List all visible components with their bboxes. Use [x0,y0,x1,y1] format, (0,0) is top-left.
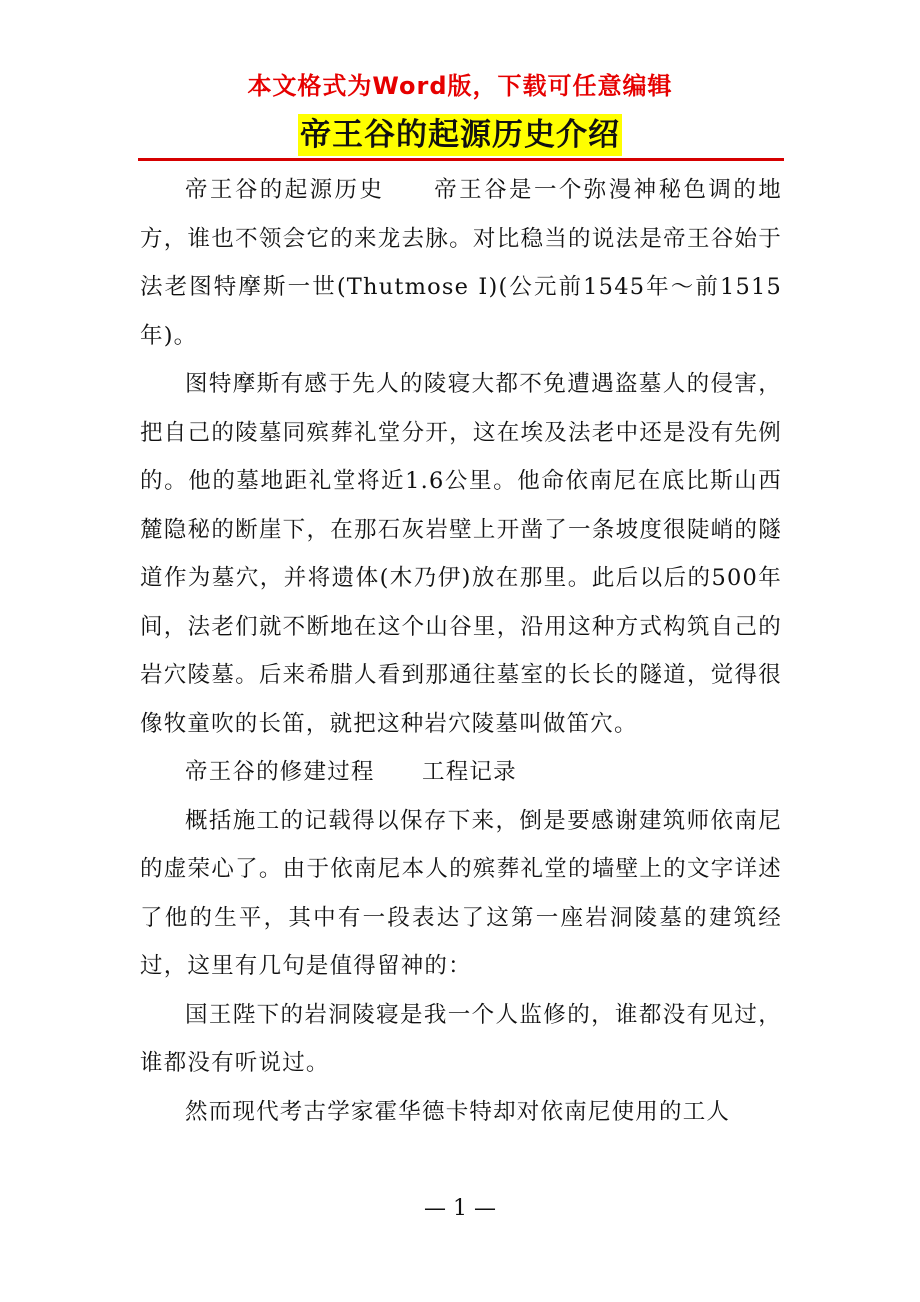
document-body [140,166,782,1136]
page-number: — 1 — [424,1196,496,1221]
format-notice: 本文格式为Word版，下载可任意编辑 [247,72,673,100]
paragraph: 然而现代考古学家霍华德卡特却对依南尼使用的工人 [185,1098,731,1125]
paragraph: 国王陛下的岩洞陵寝是我一个人监修的，谁都没有见过，谁都没有听说过。 [140,1001,782,1076]
paragraph: 概括施工的记载得以保存下来，倒是要感谢建筑师依南尼的虚荣心了。由于依南尼本人的殡葬礼堂的墙壁上的文字详述了他的生平，其中有一段表达了这第一座岩洞陵墓的建筑经过，这里有几句是值得留神的： [140,807,782,979]
section-heading: 帝王谷的修建过程 工程记录 [185,759,517,785]
document-title: 帝王谷的起源历史介绍 [298,114,622,156]
paragraph: 图特摩斯有感于先人的陵寝大都不免遭遇盗墓人的侵害，把自己的陵墓同殡葬礼堂分开，这在埃及法老中还是没有先例的。他的墓地距礼堂将近1.6公里。他命依南尼在底比斯山西麓隐秘的断崖下，在那石灰岩壁上开凿了一条坡度很陡峭的隧道作为墓穴，并将遗体(木乃伊)放在那里。此后以后的500年间，法老们就不断地在这个山谷里，沿用这种方式构筑自己的岩穴陵墓。后来希腊人看到那通往墓室的长长的隧道，觉得很像牧童吹的长笛，就把这种岩穴陵墓叫做笛穴。 [140,371,782,737]
title-container [0,114,920,156]
paragraph: 帝王谷的起源历史 帝王谷是一个弥漫神秘色调的地方，谁也不领会它的来龙去脉。对比稳当的说法是帝王谷始于法老图特摩斯一世(Thutmose I)(公元前1545年～前1515年)。 [140,177,782,349]
title-divider [138,158,784,161]
